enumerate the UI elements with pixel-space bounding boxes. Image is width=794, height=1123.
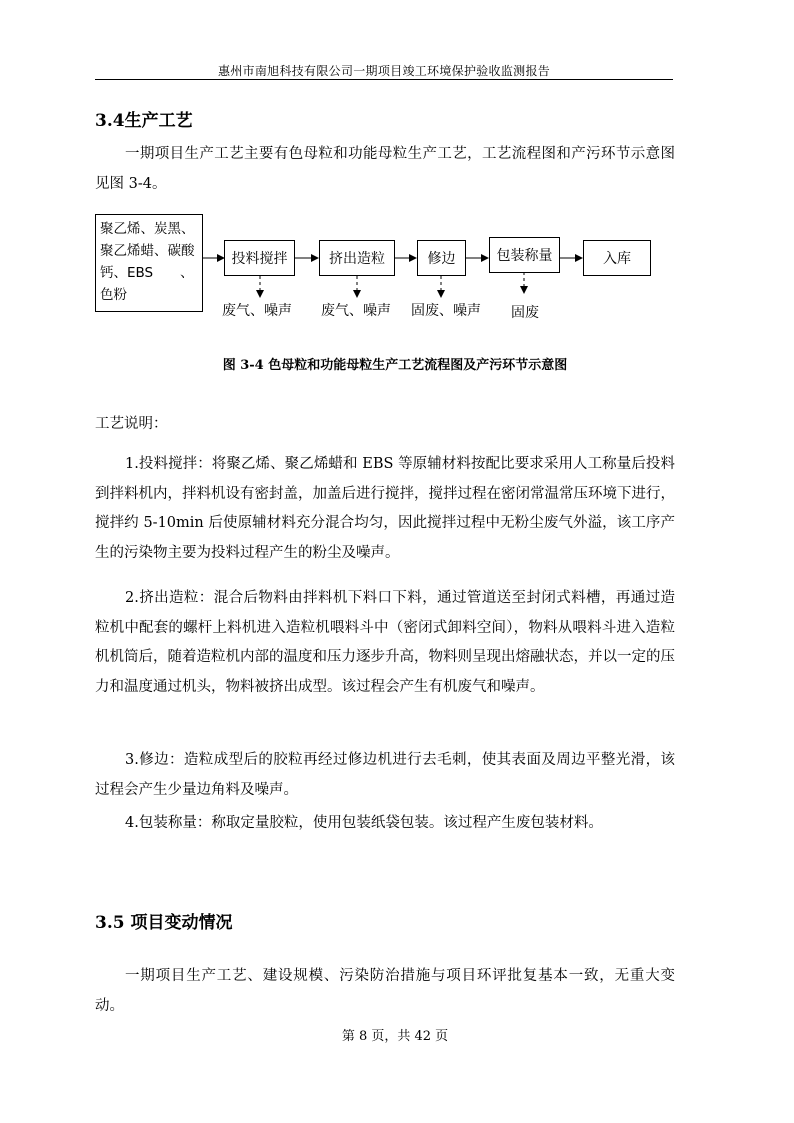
process-item-3: 3.修边：造粒成型后的胶粒再经过修边机进行去毛刺，使其表面及周边平整光滑，该过程会产生少量边角料及噪声。 bbox=[95, 752, 675, 798]
section-heading-3-4: 3.4生产工艺 bbox=[95, 111, 193, 131]
process-item-1: 1.投料搅拌：将聚乙烯、聚乙烯蜡和 EBS 等原辅材料按配比要求采用人工称量后投料到拌料机内，拌料机设有密封盖，加盖后进行搅拌，搅拌过程在密闭常温常压环境下进行，搅拌约 5-10min 后使原辅材料充分混合均匀，因此搅拌过程中无粉尘废气外溢，该工序产生的污染物主要为投料过程产生的粉尘及噪声。 bbox=[95, 456, 675, 561]
section-heading-3-5: 3.5 项目变动情况 bbox=[95, 913, 233, 933]
emission-label-4: 固废 bbox=[511, 305, 539, 321]
section-3-5-text: 一期项目生产工艺、建设规模、污染防治措施与项目环评批复基本一致，无重大变动。 bbox=[95, 968, 675, 1014]
step-warehousing: 入库 bbox=[583, 240, 651, 276]
header-rule bbox=[95, 79, 673, 80]
step-extrusion-granulation: 挤出造粒 bbox=[319, 240, 395, 276]
emission-label-1: 废气、噪声 bbox=[222, 303, 292, 319]
section-3-4-intro: 一期项目生产工艺主要有色母粒和功能母粒生产工艺，工艺流程图和产污环节示意图见图 3-4。 bbox=[95, 146, 675, 192]
page-header: 惠州市南旭科技有限公司一期项目竣工环境保护验收监测报告 bbox=[217, 64, 551, 78]
process-description-title: 工艺说明： bbox=[95, 416, 168, 432]
raw-materials-box: 聚乙烯、炭黑、聚乙烯蜡、碳酸钙、EBS 、色粉 bbox=[95, 214, 203, 312]
emission-label-3: 固废、噪声 bbox=[411, 303, 481, 319]
figure-caption: 图 3-4 色母粒和功能母粒生产工艺流程图及产污环节示意图 bbox=[222, 358, 568, 373]
emission-label-2: 废气、噪声 bbox=[321, 303, 391, 319]
step-trimming: 修边 bbox=[417, 240, 466, 276]
step-packaging-weighing: 包装称量 bbox=[489, 237, 560, 273]
page-footer: 第 8 页，共 42 页 bbox=[341, 1029, 449, 1044]
process-item-2: 2.挤出造粒：混合后物料由拌料机下料口下料，通过管道送至封闭式料槽，再通过造粒机中配套的螺杆上料机进入造粒机喂料斗中（密闭式卸料空间），物料从喂料斗进入造粒机机筒后，随着造粒机内部的温度和压力逐步升高，物料则呈现出熔融状态，并以一定的压力和温度通过机头，物料被挤出成型。该过程会产生有机废气和噪声。 bbox=[95, 590, 675, 695]
step-feeding-mixing: 投料搅拌 bbox=[224, 240, 295, 276]
process-item-4: 4.包装称量：称取定量胶粒，使用包装纸袋包装。该过程产生废包装材料。 bbox=[125, 815, 603, 831]
